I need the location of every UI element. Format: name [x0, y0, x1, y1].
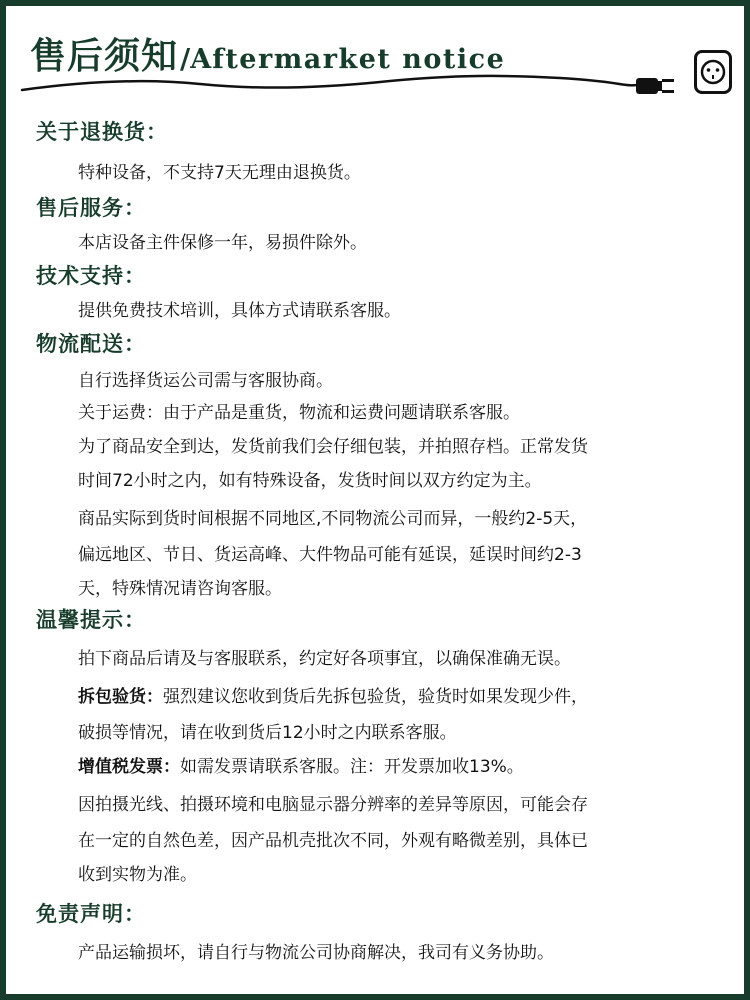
text-line: 时间72小时之内，如有特殊设备，发货时间以双方约定为主。 [78, 471, 542, 491]
title-chinese: 售后须知 [30, 36, 179, 77]
text-line-unpack [78, 682, 718, 707]
power-plug-icon [634, 70, 676, 100]
text-line: 关于运费：由于产品是重货，物流和运费问题请联系客服。 [78, 403, 520, 423]
text-line: 产品运输损坏，请自行与物流公司协商解决，我司有义务协助。 [78, 943, 554, 963]
power-socket-icon [694, 50, 732, 94]
text-line-vat [78, 752, 718, 777]
text-line: 为了商品安全到达，发货前我们会仔细包装，并拍照存档。正常发货 [78, 437, 588, 457]
text-line: 因拍摄光线、拍摄环境和电脑显示器分辨率的差异等原因，可能会存 [78, 795, 588, 815]
text-segment: 如需发票请联系客服。注：开发票加收13%。 [180, 757, 524, 777]
section-heading-logistics: 物流配送： [36, 332, 146, 356]
text-line: 天，特殊情况请咨询客服。 [78, 579, 282, 599]
text-segment: 强烈建议您收到货后先拆包验货，验货时如果发现少件， [163, 687, 588, 707]
section-heading-after-sales: 售后服务： [36, 196, 146, 220]
text-line: 自行选择货运公司需与客服协商。 [78, 371, 333, 391]
text-line: 本店设备主件保修一年，易损件除外。 [78, 233, 367, 253]
text-line: 商品实际到货时间根据不同地区,不同物流公司而异，一般约2-5天， [78, 509, 588, 529]
section-heading-tech-support: 技术支持： [36, 264, 146, 288]
label-unpack-inspect: 拆包验货： [78, 687, 163, 707]
text-line: 提供免费技术培训，具体方式请联系客服。 [78, 301, 401, 321]
label-vat-invoice: 增值税发票： [78, 757, 180, 777]
title-english: Aftermarket notice [190, 44, 506, 75]
section-heading-returns: 关于退换货： [36, 120, 168, 144]
section-heading-tips: 温馨提示： [36, 608, 146, 632]
text-line: 特种设备，不支持7天无理由退换货。 [78, 163, 361, 183]
section-heading-disclaimer: 免责声明： [36, 902, 146, 926]
text-line: 破损等情况，请在收到货后12小时之内联系客服。 [78, 723, 457, 743]
text-line: 收到实物为准。 [78, 865, 197, 885]
title-slash: / [180, 42, 191, 75]
text-line: 偏远地区、节日、货运高峰、大件物品可能有延误，延误时间约2-3 [78, 545, 582, 565]
text-line: 在一定的自然色差，因产品机壳批次不同，外观有略微差别，具体已 [78, 831, 588, 851]
text-line: 拍下商品后请及与客服联系，约定好各项事宜，以确保准确无误。 [78, 649, 571, 669]
power-cord-decoration [20, 64, 680, 104]
